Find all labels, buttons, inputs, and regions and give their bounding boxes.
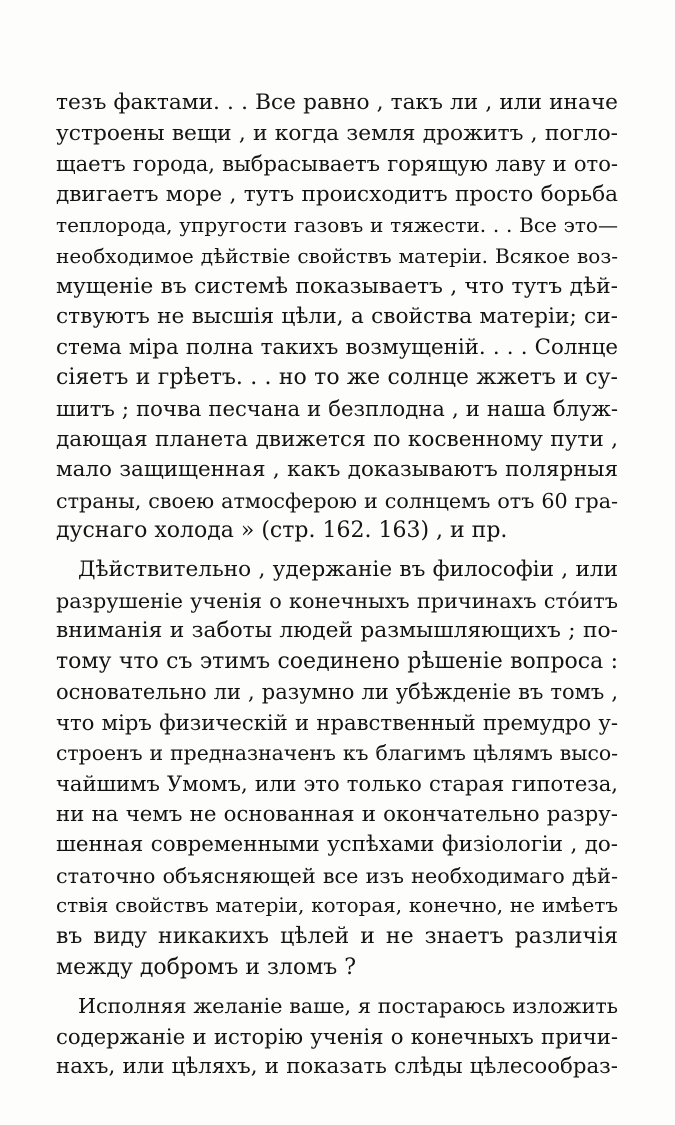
text-line: въ виду никакихъ цѣлей и не знаетъ различія: [56, 924, 618, 950]
paragraph-1: [56, 88, 618, 547]
text-line: что міръ физическій и нравственный премудро у-: [56, 709, 618, 735]
text-line: двигаетъ море , тутъ происходитъ просто борьба: [56, 181, 618, 207]
text-line: содержаніе и исторію ученія о конечныхъ причи-: [56, 1023, 618, 1049]
paragraph-2: [56, 555, 618, 983]
text-line: дающая планета движется по косвенному пути ,: [56, 426, 618, 452]
text-line: Дѣйствительно , удержаніе въ философіи , или: [78, 556, 618, 582]
text-line: вниманія и заботы людей размышляющихъ ; по-: [56, 618, 618, 644]
text-line: тому что съ этимъ соединено рѣшеніе вопроса :: [56, 648, 618, 674]
text-line: шенная современными успѣхами физіологіи , до-: [56, 832, 618, 858]
text-line: стема міра полна такихъ возмущеній. . . . Солнце: [56, 334, 618, 360]
text-line: страны, своею атмосферою и солнцемъ отъ 60 гра-: [56, 488, 618, 513]
text-line: щаетъ города, выбрасываетъ горящую лаву и ото-: [56, 151, 618, 177]
text-line: ствуютъ не высшія цѣли, а свойства матеріи; си-: [56, 304, 618, 330]
text-line: ни на чемъ не основанная и окончательно разру-: [56, 801, 618, 827]
paragraph-3: [56, 991, 618, 1083]
text-line: основательно ли , разумно ли убѣжденіе въ томъ ,: [56, 680, 618, 705]
text-line: тезъ фактами. . . Все равно , такъ ли , или иначе: [56, 90, 618, 115]
text-line: теплорода, упругости газовъ и тяжести. . . Все это—: [56, 213, 618, 238]
text-line: необходимое дѣйствіе свойствъ матеріи. Всякое воз-: [56, 243, 618, 268]
text-line: шитъ ; почва песчана и безплодна , и наша блуж-: [56, 395, 618, 421]
text-line: чайшимъ Умомъ, или это только старая гипотеза,: [56, 771, 618, 797]
body-text: [56, 88, 618, 1083]
text-line: между добромъ и зломъ ?: [56, 954, 357, 980]
text-line: устроены вещи , и когда земля дрожитъ , погло-: [56, 120, 618, 146]
text-line: ствія свойствъ матеріи, которая, конечно, не имѣетъ: [56, 894, 618, 918]
text-line: статочно объясняющей все изъ необходимаго дѣй-: [56, 863, 618, 888]
text-line: Исполняя желаніе ваше, я постараюсь изложить: [78, 994, 618, 1019]
text-line: разрушеніе ученія о конечныхъ причинахъ стóитъ: [56, 588, 618, 613]
text-line: нахъ, или цѣляхъ, и показать слѣды цѣлесообраз-: [56, 1054, 618, 1080]
paragraph-gap: [56, 547, 618, 555]
text-line: мущеніе въ системѣ показываетъ , что тутъ дѣй-: [56, 273, 618, 299]
paragraph-gap: [56, 983, 618, 991]
text-line: сіяетъ и грѣетъ. . . но то же солнце жжетъ и су-: [56, 365, 618, 391]
text-line: мало защищенная , какъ доказываютъ полярныя: [56, 457, 618, 483]
text-line: дуснаго холода » (стр. 162. 163) , и пр.: [56, 518, 508, 544]
text-line: строенъ и предназначенъ къ благимъ цѣлямъ высо-: [56, 741, 618, 766]
